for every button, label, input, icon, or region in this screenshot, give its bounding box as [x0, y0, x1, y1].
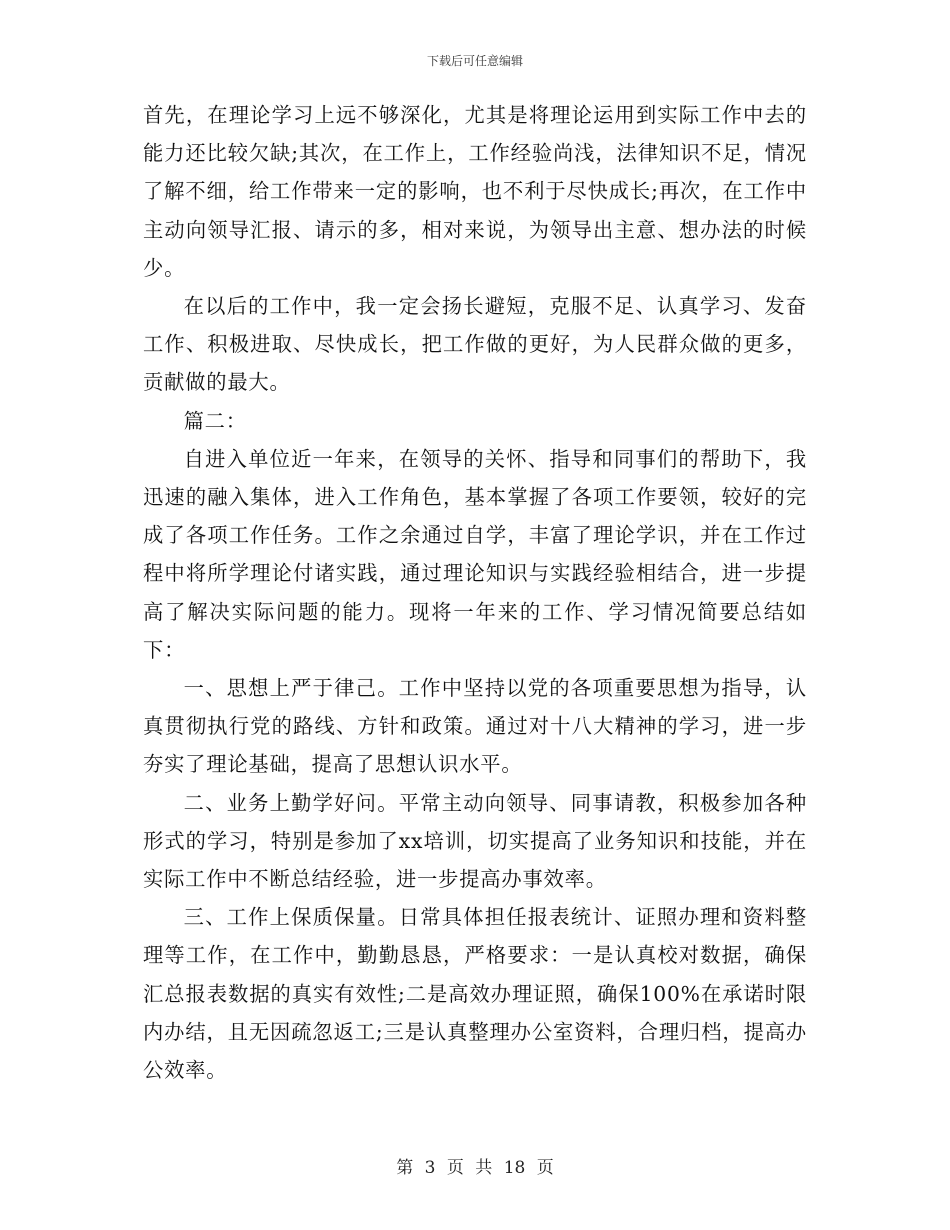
page-header: 下载后可任意编辑: [426, 54, 523, 68]
page-number-footer: 第 3 页 共 18 页: [396, 1158, 554, 1178]
paragraph-continuation: 首先，在理论学习上远不够深化，尤其是将理论运用到实际工作中去的能力还比较欠缺;其次，在工作上，工作经验尚浅，法律知识不足，情况了解不细，给工作带来一定的影响，也不利于尽快成长;再次，在工作中主动向领导汇报、请示的多，相对来说，为领导出主意、想办法的时候少。: [143, 103, 807, 280]
paragraph-point-two: 二、业务上勤学好问。平常主动向领导、同事请教，积极参加各种形式的学习，特别是参加了xx培训，切实提高了业务知识和技能，并在实际工作中不断总结经验，进一步提高办事效率。: [143, 790, 807, 892]
section-heading-part-two: 篇二：: [183, 408, 247, 433]
document-body: [143, 96, 807, 1089]
paragraph-intro: 自进入单位近一年来，在领导的关怀、指导和同事们的帮助下，我迅速的融入集体，进入工作角色，基本掌握了各项工作要领，较好的完成了各项工作任务。工作之余通过自学，丰富了理论学识，并在工作过程中将所学理论付诸实践，通过理论知识与实践经验相结合，进一步提高了解决实际问题的能力。现将一年来的工作、学习情况简要总结如下：: [143, 446, 807, 662]
paragraph-conclusion: 在以后的工作中，我一定会扬长避短，克服不足、认真学习、发奋工作、积极进取、尽快成长，把工作做的更好，为人民群众做的更多，贡献做的最大。: [143, 294, 807, 395]
paragraph-point-three: 三、工作上保质保量。日常具体担任报表统计、证照办理和资料整理等工作，在工作中，勤勤恳恳，严格要求：一是认真校对数据，确保汇总报表数据的真实有效性;二是高效办理证照，确保100%在承诺时限内办结，且无因疏忽返工;三是认真整理办公室资料，合理归档，提高办公效率。: [143, 905, 807, 1083]
paragraph-point-one: 一、思想上严于律己。工作中坚持以党的各项重要思想为指导，认真贯彻执行党的路线、方针和政策。通过对十八大精神的学习，进一步夯实了理论基础，提高了思想认识水平。: [143, 676, 807, 777]
